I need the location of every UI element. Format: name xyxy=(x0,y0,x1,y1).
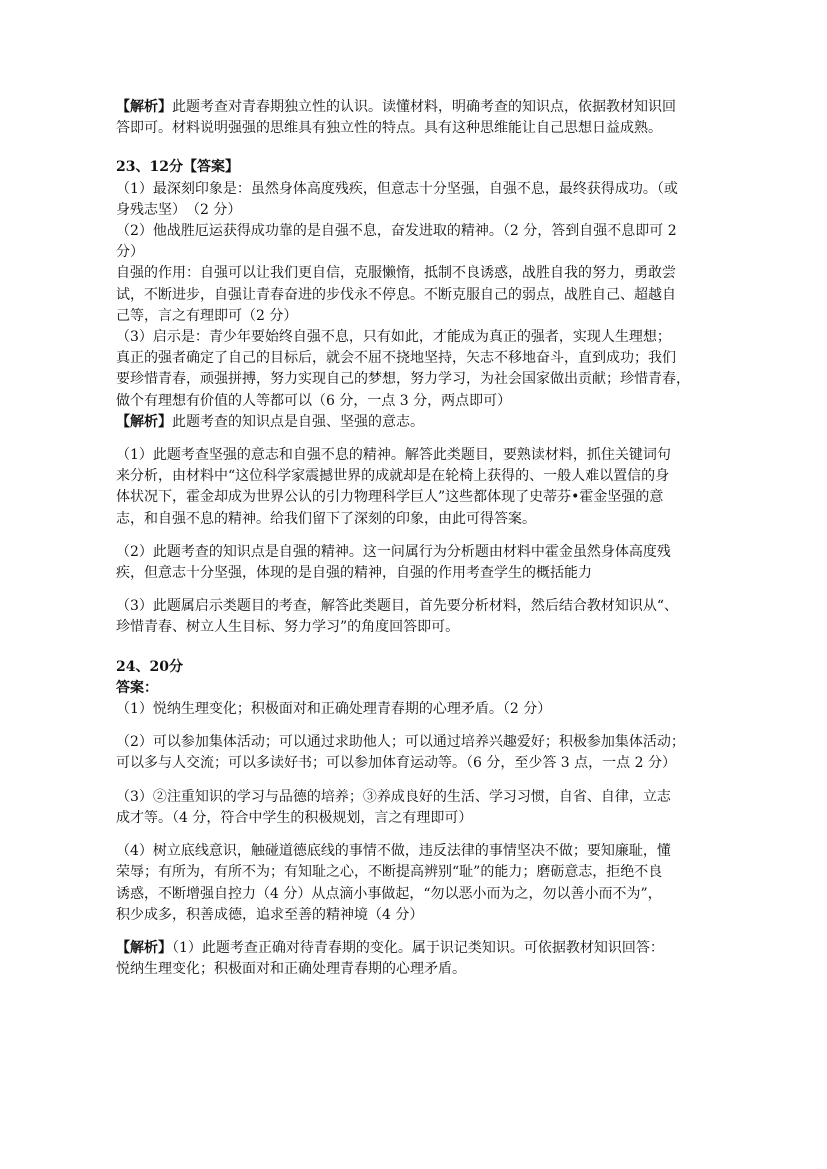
q23-analysis-3: （3）此题属启示类题目的考查，解答此类题目，首先要分析材料，然后结合教材知识从“、 珍惜青春、树立人生目标、努力学习”的角度回答即可。 xyxy=(116,598,679,636)
question-24-answer-label: 答案： xyxy=(116,679,158,696)
q24-analysis: 【解析】（1）此题考查正确对待青春期的变化。属于识记类知识。可依据教材知识回答： 悦纳生理变化；积极面对和正确处理青春期的心理矛盾。 xyxy=(116,939,664,978)
analysis-22: 【解析】此题考查对青春期独立性的认识。读懂材料，明确考查的知识点，依据教材知识回 答即可。材料说明强强的思维具有独立性的特点。具有这种思维能让自己思想日益成熟。 xyxy=(116,99,676,137)
q23-answer-3: （3）启示是：青少年要始终自强不息，只有如此，才能成为真正的强者，实现人生理想； 真正的强者确定了自己的目标后，就会不屈不挠地坚持，矢志不移地奋斗，直到成功；我们 要珍惜青春，顽强拼搏，努力实现自己的梦想，努力学习，为社会国家做出贡献；珍惜青春， 做个有理想有价值的人等都可以（6 分，一点 3 分，两点即可） xyxy=(116,329,690,409)
q23-answer-2: （2）他战胜厄运获得成功靠的是自强不息，奋发进取的精神。（2 分，答到自强不息即可 2 分） xyxy=(116,223,677,261)
q24-answer-1: （1）悦纳生理变化；积极面对和正确处理青春期的心理矛盾。（2 分） xyxy=(116,701,552,718)
q23-analysis: 【解析】此题考查的知识点是自强、坚强的意志。 xyxy=(116,413,424,430)
q23-answer-1: （1）最深刻印象是：虽然身体高度残疾，但意志十分坚强，自强不息，最终获得成功。（或 身残志坚） （2 分） xyxy=(116,180,678,218)
q24-answer-4: （4）树立底线意识，触碰道德底线的事情不做，违反法律的事情坚决不做；要知廉耻，懂 荣辱；有所为，有所不为；有知耻之心，不断提高辨别“耻”的能力；磨砺意志，拒绝不良 诱惑，不断增强自控力（4 分）从点滴小事做起，“勿以恶小而为之，勿以善小而不为”， 积少成多，积善成德，追求至善的精神境（4 分） xyxy=(116,843,671,923)
question-24-heading: 24、20分 xyxy=(116,658,183,675)
question-23-heading: 23、12分【答案】 xyxy=(116,159,239,176)
q23-analysis-2: （2）此题考查的知识点是自强的精神。这一问属行为分析题由材料中霍金虽然身体高度残 疾，但意志十分坚强，体现的是自强的精神，自强的作用考查学生的概括能力 xyxy=(116,543,671,582)
q24-answer-2: （2）可以参加集体活动；可以通过求助他人；可以通过培养兴趣爱好；积极参加集体活动； 可以多与人交流；可以多读好书；可以参加体育运动等。（6 分，至少答 3 点，一点 2 分） xyxy=(116,734,685,772)
q23-answer-2b: 自强的作用：自强可以让我们更自信，克服懒惰，抵制不良诱惑，战胜自我的努力，勇敢尝 试，不断进步，自强让青春奋进的步伐永不停息。不断克服自己的弱点，战胜自己、超越自 己等，言之有理即可（2 分） xyxy=(116,265,676,324)
analysis-tag: 【解析】 xyxy=(116,99,172,115)
q24-answer-3: （3）②注重知识的学习与品德的培养；③养成良好的生活、学习习惯，自省、自律，立志 成才等。（4 分，符合中学生的积极规划，言之有理即可） xyxy=(116,788,671,826)
q23-analysis-1: （1）此题考查坚强的意志和自强不息的精神。解答此类题目，要熟读材料，抓住关键词句 来分析，由材料中“这位科学家震撼世界的成就却是在轮椅上获得的、一般人难以置信的身 体状况下，霍金却成为世界公认的引力物理科学巨人”这些都体现了史蒂芬•霍金坚强的意 志，和自强不息的精神。给我们留下了深刻的印象，由此可得答案。 xyxy=(116,447,671,527)
